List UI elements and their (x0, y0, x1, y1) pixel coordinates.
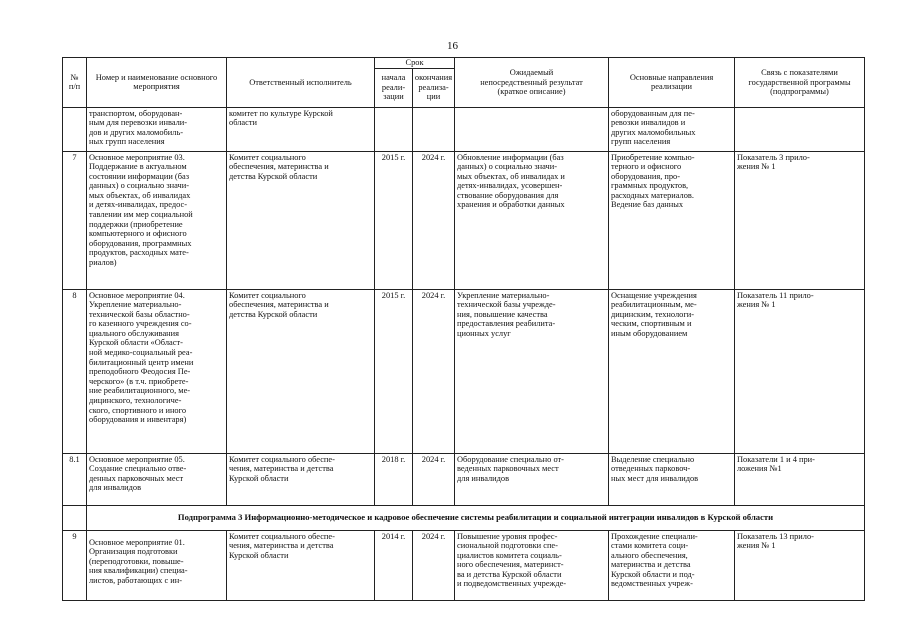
row-executor: Комитет социального обеспечения, материнства и детства Курской области (227, 289, 375, 453)
row-result: Обновление информации (баз данных) о социально значи- мых объектах, об инвалидах и детях-инвалидах, усовершен- ствование оборудования для хранения и обработки данных (455, 151, 609, 289)
row-num: 9 (63, 530, 87, 600)
row-start (375, 107, 413, 151)
row-directions: Выделение специально отведенных парковоч- ных мест для инвалидов (609, 453, 735, 505)
row-directions: Прохождение специали- стами комитета соци- ального обеспечения, материнства и детства Курской области и под- ведомственных учреж- (609, 530, 735, 600)
col-header-directions: Основные направления реализации (609, 58, 735, 108)
row-end: 2024 г. (413, 289, 455, 453)
row-start: 2015 г. (375, 151, 413, 289)
row-executor: комитет по культуре Курской области (227, 107, 375, 151)
row-name: транспортом, оборудован- ным для перевозки инвали- дов и других маломобиль- ных групп населения (87, 107, 227, 151)
row-result (455, 107, 609, 151)
row-num: 8 (63, 289, 87, 453)
col-header-result: Ожидаемый непосредственный результат (краткое описание) (455, 58, 609, 108)
row-result: Повышение уровня профес- сиональной подготовки спе- циалистов комитета социаль- ного обеспечения, материнст- ва и детства Курской области и подведомственных учрежде- (455, 530, 609, 600)
row-directions: Оснащение учреждения реабилитационным, ме- дицинским, технологи- ческим, спортивным и иным оборудованием (609, 289, 735, 453)
row-link (735, 107, 865, 151)
row-name: Основное мероприятие 01. Организация подготовки (переподготовки, повыше- ния квалификации) специа- листов, работающих с ин- (87, 530, 227, 600)
table-row (63, 289, 865, 453)
row-end: 2024 г. (413, 453, 455, 505)
row-name: Основное мероприятие 03. Поддержание в актуальном состоянии информации (баз данных) о социально значи- мых объектах, об инвалидах и детях-инвалидах, предос- тавлении им мер социальной поддержки (приобретение компьютерного и офисного оборудования, программных продуктов, расходных мате- риалов) (87, 151, 227, 289)
row-start: 2015 г. (375, 289, 413, 453)
col-header-term: Срок (375, 58, 455, 69)
row-num (63, 107, 87, 151)
table-row (63, 453, 865, 505)
col-header-executor: Ответственный исполнитель (227, 58, 375, 108)
row-num: 7 (63, 151, 87, 289)
table-row (63, 530, 865, 600)
row-start: 2014 г. (375, 530, 413, 600)
col-header-term-start: начала реали- зации (375, 68, 413, 107)
row-directions: оборудованным для пе- ревозки инвалидов и других маломобильных групп населения (609, 107, 735, 151)
row-link: Показатель 11 прило- жения № 1 (735, 289, 865, 453)
row-start: 2018 г. (375, 453, 413, 505)
row-name: Основное мероприятие 05. Создание специально отве- денных парковочных мест для инвалидов (87, 453, 227, 505)
col-header-num: № п/п (63, 58, 87, 108)
table-row (63, 151, 865, 289)
measures-table (62, 57, 865, 601)
row-result: Укрепление материально- технической базы учрежде- ния, повышение качества предоставления реабилита- ционных услуг (455, 289, 609, 453)
row-executor: Комитет социального обеспе- чения, материнства и детства Курской области (227, 530, 375, 600)
row-link: Показатели 1 и 4 при- ложения №1 (735, 453, 865, 505)
subprogram-num-cell (63, 505, 87, 530)
col-header-term-end: окончания реализа- ции (413, 68, 455, 107)
row-end: 2024 г. (413, 530, 455, 600)
row-result: Оборудование специально от- веденных парковочных мест для инвалидов (455, 453, 609, 505)
page-number: 16 (447, 40, 458, 52)
row-end: 2024 г. (413, 151, 455, 289)
header-row (63, 58, 865, 69)
row-link: Показатель 3 прило- жения № 1 (735, 151, 865, 289)
row-link: Показатель 13 прило- жения № 1 (735, 530, 865, 600)
row-name: Основное мероприятие 04. Укрепление материально- технической базы областно- го казенного учреждения со- циального обслуживания Курской области «Област- ной медико-социальный реа- билитационный центр имени преподобного Феодосия Пе- черского» (в т.ч. приобрете- ние реабилитационного, ме- дицинского, технологиче- ского, спортивного и иного оборудования и инвентаря) (87, 289, 227, 453)
row-executor: Комитет социального обеспечения, материнства и детства Курской области (227, 151, 375, 289)
row-executor: Комитет социального обеспе- чения, материнства и детства Курской области (227, 453, 375, 505)
row-end (413, 107, 455, 151)
row-directions: Приобретение компью- терного и офисного оборудования, про- граммных продуктов, расходных материалов. Ведение баз данных (609, 151, 735, 289)
subprogram-row (63, 505, 865, 530)
table-row (63, 107, 865, 151)
col-header-link: Связь с показателями государственной программы (подпрограммы) (735, 58, 865, 108)
col-header-name: Номер и наименование основного мероприятия (87, 58, 227, 108)
row-num: 8.1 (63, 453, 87, 505)
subprogram-title: Подпрограмма 3 Информационно-методическое и кадровое обеспечение системы реабилитации и социальной интеграции инвалидов в Курской области (87, 505, 865, 530)
